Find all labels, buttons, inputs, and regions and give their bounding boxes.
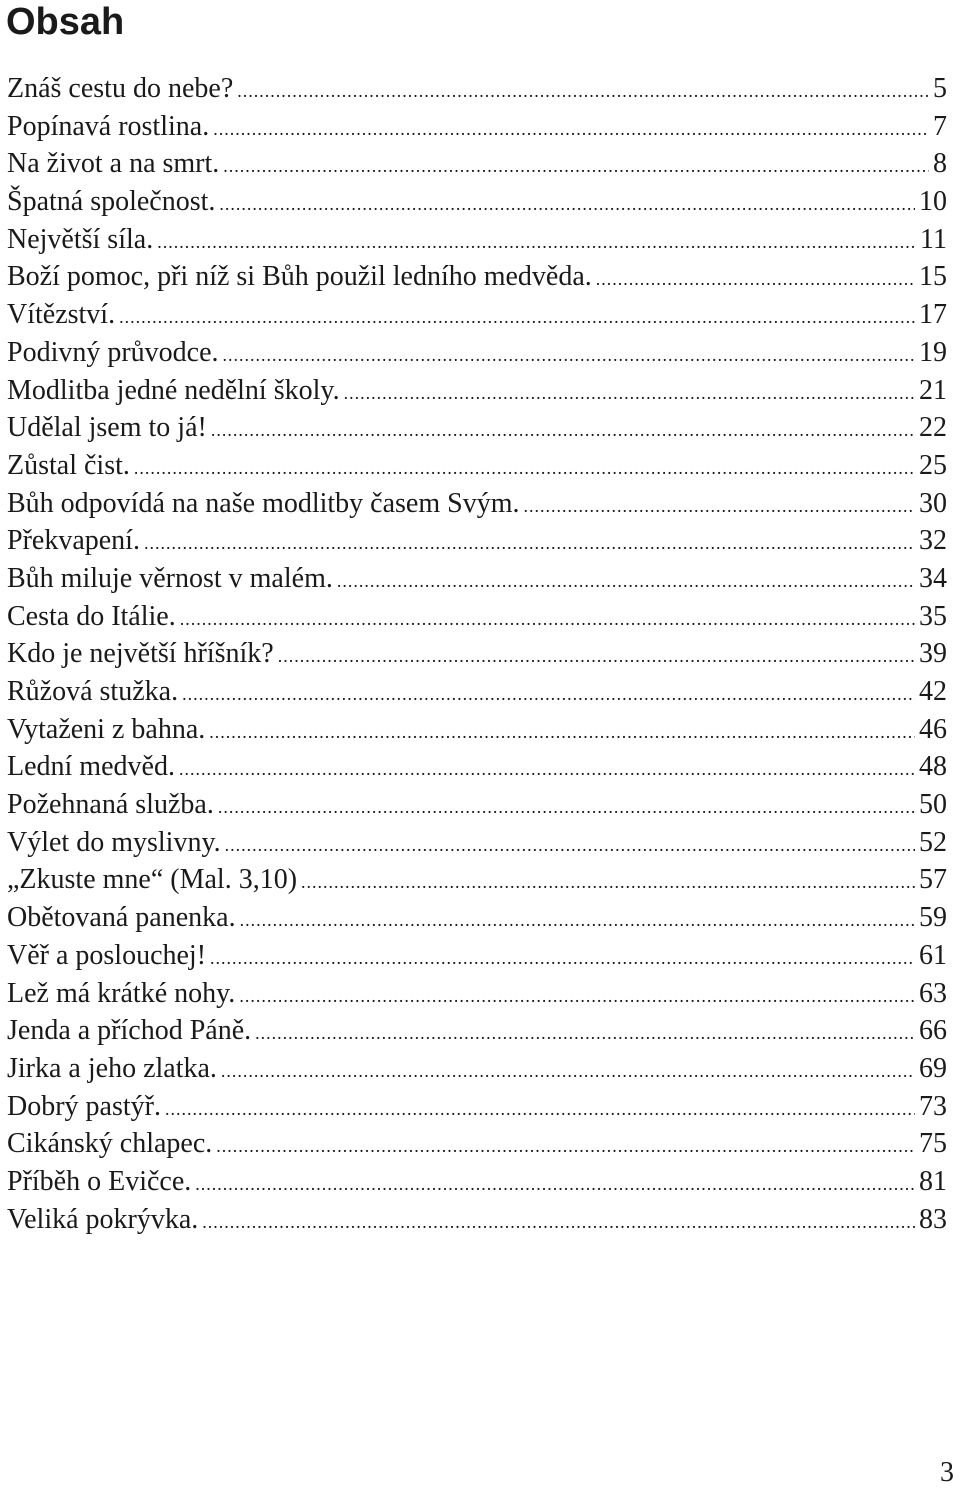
toc-entry[interactable] xyxy=(7,447,947,485)
dot-leader xyxy=(119,299,915,334)
toc-entry[interactable] xyxy=(7,673,947,711)
dot-leader xyxy=(225,827,915,862)
dot-leader xyxy=(278,638,915,673)
toc-entry-title: Popínavá rostlina. xyxy=(7,110,210,142)
toc-entry-title: Překvapení. xyxy=(7,525,140,557)
toc-entry[interactable] xyxy=(7,824,947,862)
toc-entry[interactable] xyxy=(7,1012,947,1050)
toc-entry[interactable] xyxy=(7,748,947,786)
toc-entry[interactable] xyxy=(7,70,947,108)
toc-entry-title: Podivný průvodce. xyxy=(7,336,219,368)
toc-entry-page: 35 xyxy=(919,600,947,632)
dot-leader xyxy=(180,601,915,636)
toc-entry-title: Dobrý pastýř. xyxy=(7,1090,161,1122)
dot-leader xyxy=(218,789,915,824)
toc-entry-page: 69 xyxy=(919,1052,947,1084)
toc-entry-title: Věř a poslouchej! xyxy=(7,939,207,971)
toc-entry-page: 10 xyxy=(919,186,947,218)
table-of-contents xyxy=(7,70,947,1238)
dot-leader xyxy=(301,864,915,899)
toc-entry[interactable] xyxy=(7,1125,947,1163)
dot-leader xyxy=(211,412,915,447)
toc-entry-page: 17 xyxy=(919,299,947,331)
page-number: 3 xyxy=(940,1457,954,1488)
toc-entry-title: Příběh o Evičce. xyxy=(7,1165,192,1197)
toc-entry-page: 32 xyxy=(919,525,947,557)
toc-entry-page: 59 xyxy=(919,902,947,934)
toc-entry-title: Bůh miluje věrnost v malém. xyxy=(7,562,333,594)
toc-entry-title: „Zkuste mne“ (Mal. 3,10) xyxy=(7,864,298,896)
toc-entry-title: Největší síla. xyxy=(7,223,154,255)
toc-entry-title: Na život a na smrt. xyxy=(7,148,220,180)
toc-entry[interactable] xyxy=(7,145,947,183)
toc-entry-title: Lední medvěd. xyxy=(7,751,175,783)
toc-entry-page: 42 xyxy=(919,676,947,707)
toc-entry-page: 34 xyxy=(919,562,947,594)
toc-entry-title: Kdo je největší hříšník? xyxy=(7,638,274,670)
toc-entry-title: Udělal jsem to já! xyxy=(7,412,207,444)
dot-leader xyxy=(179,751,915,786)
toc-entry-page: 7 xyxy=(933,110,947,142)
toc-entry-page: 52 xyxy=(919,826,947,858)
toc-entry-title: Požehnaná služba. xyxy=(7,789,214,821)
dot-leader xyxy=(237,73,929,108)
dot-leader xyxy=(596,261,915,296)
toc-entry-title: Bůh odpovídá na naše modlitby časem Svým. xyxy=(7,487,520,519)
dot-leader xyxy=(195,1166,915,1201)
toc-entry-title: Cikánský chlapec. xyxy=(7,1128,213,1160)
dot-leader xyxy=(144,525,915,560)
toc-entry[interactable] xyxy=(7,560,947,598)
toc-entry-title: Modlitba jedné nedělní školy. xyxy=(7,374,340,406)
toc-entry[interactable] xyxy=(7,786,947,824)
toc-entry-title: Lež má krátké nohy. xyxy=(7,977,236,1009)
toc-entry[interactable] xyxy=(7,1201,947,1239)
toc-entry[interactable] xyxy=(7,598,947,636)
toc-entry-page: 22 xyxy=(919,412,947,444)
toc-entry[interactable] xyxy=(7,937,947,975)
toc-entry-page: 81 xyxy=(919,1165,947,1197)
toc-entry-title: Cesta do Itálie. xyxy=(7,600,176,632)
toc-entry[interactable] xyxy=(7,635,947,673)
toc-entry[interactable] xyxy=(7,183,947,221)
toc-entry[interactable] xyxy=(7,522,947,560)
dot-leader xyxy=(223,148,929,183)
toc-entry-page: 63 xyxy=(919,977,947,1009)
toc-entry[interactable] xyxy=(7,221,947,259)
toc-entry-page: 19 xyxy=(919,336,947,368)
toc-entry-title: Zůstal čist. xyxy=(7,449,130,481)
dot-leader xyxy=(219,186,915,221)
page-title: Obsah xyxy=(6,1,125,43)
toc-entry[interactable] xyxy=(7,1050,947,1088)
dot-leader xyxy=(255,1015,915,1050)
toc-entry-page: 25 xyxy=(919,449,947,481)
toc-entry-title: Špatná společnost. xyxy=(7,186,216,218)
toc-entry[interactable] xyxy=(7,108,947,146)
toc-entry-page: 83 xyxy=(919,1203,947,1235)
toc-entry-page: 57 xyxy=(919,864,947,896)
toc-entry-page: 73 xyxy=(919,1090,947,1122)
toc-entry[interactable] xyxy=(7,711,947,749)
toc-entry-title: Znáš cestu do nebe? xyxy=(7,73,234,104)
toc-entry-title: Boží pomoc, při níž si Bůh použil ledního medvěda. xyxy=(7,261,592,293)
toc-entry-title: Vítězství. xyxy=(7,299,116,331)
toc-entry[interactable] xyxy=(7,296,947,334)
dot-leader xyxy=(524,488,916,523)
toc-entry-title: Výlet do myslivny. xyxy=(7,826,221,858)
dot-leader xyxy=(202,1204,915,1239)
toc-entry-page: 50 xyxy=(919,789,947,821)
dot-leader xyxy=(182,676,915,711)
toc-entry-page: 39 xyxy=(919,638,947,670)
dot-leader xyxy=(221,1053,915,1088)
dot-leader xyxy=(240,902,915,937)
toc-entry[interactable] xyxy=(7,334,947,372)
toc-entry-title: Vytaženi z bahna. xyxy=(7,713,206,745)
toc-entry-title: Růžová stužka. xyxy=(7,676,179,707)
toc-entry-page: 48 xyxy=(919,751,947,783)
dot-leader xyxy=(344,375,915,410)
dot-leader xyxy=(157,224,916,259)
toc-entry[interactable] xyxy=(7,372,947,410)
dot-leader xyxy=(239,978,915,1013)
toc-entry-page: 15 xyxy=(919,261,947,293)
dot-leader xyxy=(223,337,915,372)
toc-entry-page: 75 xyxy=(919,1128,947,1160)
toc-entry[interactable] xyxy=(7,258,947,296)
toc-entry-page: 66 xyxy=(919,1015,947,1047)
toc-entry-page: 21 xyxy=(919,374,947,406)
toc-entry[interactable] xyxy=(7,1088,947,1126)
toc-entry[interactable] xyxy=(7,861,947,899)
dot-leader xyxy=(210,940,915,975)
toc-entry-page: 30 xyxy=(919,487,947,519)
toc-entry[interactable] xyxy=(7,1163,947,1201)
toc-entry-title: Obětovaná panenka. xyxy=(7,902,236,934)
toc-entry-title: Veliká pokrývka. xyxy=(7,1203,199,1235)
dot-leader xyxy=(134,450,915,485)
toc-entry[interactable] xyxy=(7,975,947,1013)
dot-leader xyxy=(213,111,929,146)
dot-leader xyxy=(165,1091,915,1126)
toc-entry-page: 46 xyxy=(919,713,947,745)
dot-leader xyxy=(209,714,915,749)
toc-entry-page: 61 xyxy=(919,939,947,971)
toc-entry-page: 8 xyxy=(933,148,947,180)
toc-entry-title: Jenda a příchod Páně. xyxy=(7,1015,252,1047)
toc-entry-page: 5 xyxy=(933,73,947,104)
toc-entry[interactable] xyxy=(7,485,947,523)
toc-entry[interactable] xyxy=(7,899,947,937)
toc-entry-page: 11 xyxy=(920,223,947,255)
dot-leader xyxy=(216,1128,915,1163)
toc-entry-title: Jirka a jeho zlatka. xyxy=(7,1052,217,1084)
toc-entry[interactable] xyxy=(7,409,947,447)
dot-leader xyxy=(337,563,915,598)
